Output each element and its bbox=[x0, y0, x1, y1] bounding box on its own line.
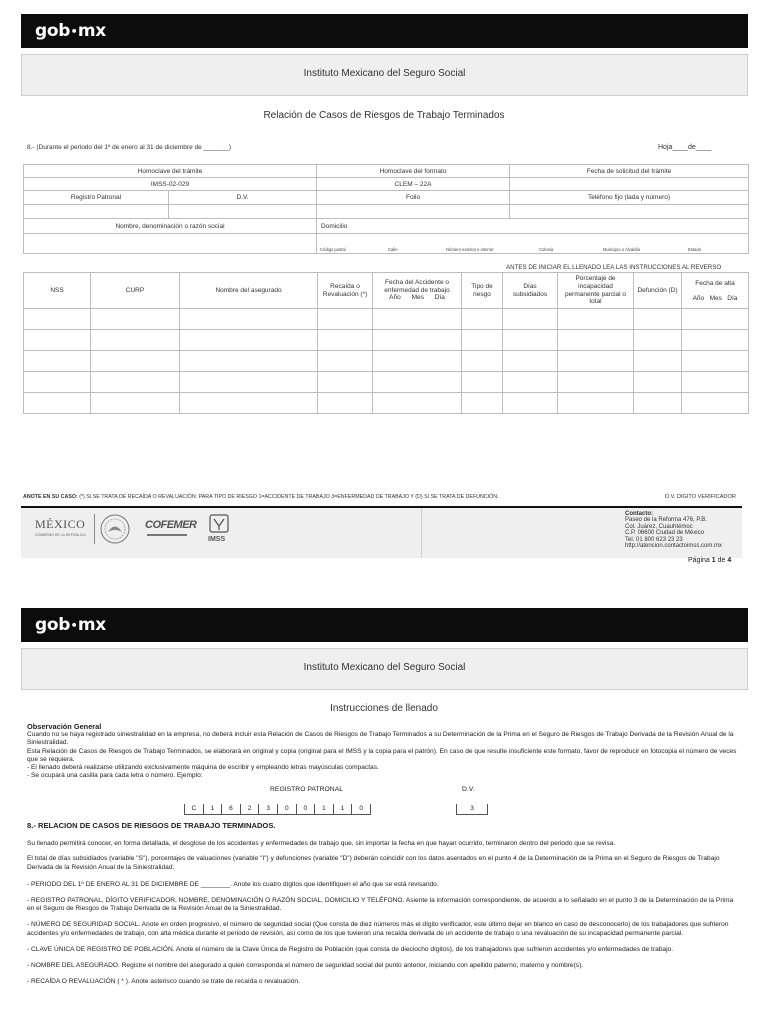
gob-mx-logo[interactable]: gob•mx bbox=[35, 615, 106, 635]
telefono-field[interactable] bbox=[510, 205, 749, 219]
address-part: Número exterior e interior bbox=[446, 247, 494, 252]
contact-link[interactable]: http://atencion.contactoimss.com.mx bbox=[625, 543, 723, 550]
instructions-title: Instrucciones de llenado bbox=[330, 703, 438, 714]
domicilio-field[interactable] bbox=[317, 234, 749, 254]
fecha-alta-sub: Año Mes Día bbox=[692, 294, 738, 302]
form-title: Relación de Casos de Riesgos de Trabajo Terminados bbox=[263, 110, 505, 121]
example-rp-label: REGISTRO PATRONAL bbox=[270, 786, 344, 793]
rp-char-box: 3 bbox=[258, 804, 277, 815]
general-observation bbox=[27, 723, 739, 780]
col-fecha-alta bbox=[682, 273, 749, 309]
rp-char-box: 0 bbox=[351, 804, 371, 815]
contact-line: C.P. 06600 Ciudad de México bbox=[625, 530, 704, 537]
gob-mx-logo[interactable]: gob•mx bbox=[35, 21, 106, 41]
section-paragraph: - PERIODO DEL 1º DE ENERO AL 31 DE DICIEMBRE DE ________. Anote los cuatro dígitos que identifiquen el año que se está revisando. bbox=[27, 880, 439, 888]
rp-char-box: 0 bbox=[277, 804, 296, 815]
gob-header-bar bbox=[21, 608, 748, 642]
fecha-alta-label: Fecha de alta bbox=[695, 279, 735, 287]
homoclave-tramite-label: Homoclave del trámite bbox=[24, 165, 317, 178]
example-dv-boxes bbox=[456, 804, 488, 815]
header-info-table bbox=[23, 164, 749, 254]
col-recaida: Recaída o Revaluación (*) bbox=[318, 273, 373, 309]
fecha-solicitud-field[interactable] bbox=[510, 178, 749, 191]
institute-name: Instituto Mexicano del Seguro Social bbox=[303, 68, 466, 79]
contact-title: Contacto: bbox=[625, 511, 653, 517]
cofemer-underline bbox=[147, 534, 187, 536]
footnote: ANOTE EN SU CASO: (*) SI SE TRATA DE RECAÍDA O REVALUACIÓN: PARA TIPO DE RIESGO 1=ACCIDENTE DE TRABAJO 3=ENFERMEDAD DE TRABAJO Y (D) SI SE TRATA DE DEFUNCIÓN. bbox=[23, 494, 499, 500]
form-page-2 bbox=[0, 580, 768, 1024]
rp-char-box: 6 bbox=[221, 804, 240, 815]
col-fecha-accidente bbox=[373, 273, 462, 309]
table-row[interactable] bbox=[24, 330, 749, 351]
section-paragraph: - RECAÍDA O REVALUACIÓN ( * ). Anote asterisco cuando se trate de recaída o revaluación. bbox=[27, 978, 300, 986]
table-row[interactable] bbox=[24, 393, 749, 414]
address-part: Estado bbox=[688, 247, 702, 252]
address-part: Colonia bbox=[539, 247, 554, 252]
folio-field[interactable] bbox=[317, 205, 510, 219]
eagle-seal-icon bbox=[99, 513, 131, 545]
gob-header-bar bbox=[21, 14, 748, 48]
fecha-solicitud-label: Fecha de solicitud del trámite bbox=[510, 165, 749, 178]
address-part: Calle bbox=[388, 247, 398, 252]
contact-line: Tel. 01 800 623 23 23 bbox=[625, 536, 683, 543]
section-paragraph: - CLAVE ÚNICA DE REGISTRO DE POBLACIÓN. Anote el número de la Clave Única de Registro de Población (que consta de dieciocho dígitos), de los trabajadores que sufrieron accidentes y/o enfermedades de trabajo. bbox=[27, 945, 674, 953]
table-row[interactable] bbox=[24, 372, 749, 393]
homoclave-tramite-value: IMSS-02-029 bbox=[24, 178, 317, 191]
nombre-label: Nombre, denominación o razón social bbox=[24, 219, 317, 234]
cases-table bbox=[23, 272, 749, 414]
obs-title: Observación General bbox=[27, 722, 102, 731]
contact-line: Col. Juárez, Cuauhtémoc bbox=[625, 523, 693, 530]
contact-block bbox=[625, 511, 722, 549]
registro-patronal-field[interactable] bbox=[24, 205, 169, 219]
col-dias: Días subsidiados bbox=[503, 273, 558, 309]
col-nss: NSS bbox=[24, 273, 91, 309]
institute-banner bbox=[21, 648, 748, 690]
table-row[interactable] bbox=[24, 351, 749, 372]
fecha-accidente-label: Fecha del Accidente o enfermedad de trabajo bbox=[384, 279, 450, 294]
example-dv-label: D.V. bbox=[462, 786, 475, 793]
mexico-logo-sub: GOBIERNO DE LA REPÚBLICA bbox=[35, 533, 86, 537]
cofemer-logo: COFEMER bbox=[145, 519, 197, 531]
dv-footnote: D.V. DIGITO VERIFICADOR bbox=[665, 494, 736, 500]
col-tipo: Tipo de riesgo bbox=[462, 273, 503, 309]
dv-char-box: 3 bbox=[456, 804, 488, 815]
address-part: Código postal bbox=[320, 247, 346, 252]
section-paragraph: El total de días subsidiados (variable "S"), porcentajes de valuaciones (variable "I") y defunciones (variable "D") deberán coincidir con los datos asentados en el punto 4 de la Determinación de la Prima en el Seguro de Riesgos de Trabajo Derivada de la Revisión Anual de la Siniestralidad. bbox=[27, 855, 720, 871]
folio-label: Folio bbox=[317, 191, 510, 205]
period-text: 8.- (Durante el periodo del 1º de enero al 31 de diciembre de _______) bbox=[27, 144, 232, 151]
col-nombre: Nombre del asegurado bbox=[180, 273, 318, 309]
example-rp-boxes bbox=[184, 804, 371, 815]
divider-line bbox=[94, 514, 95, 544]
section-title: 8.- RELACION DE CASOS DE RIESGOS DE TRABAJO TERMINADOS. bbox=[27, 821, 276, 830]
obs-paragraph: Cuando no se haya registrado siniestralidad en la empresa, no deberá incluir esta Relación de Casos de Riesgos de Trabajo Terminados a su Determinación de la Prima en el Seguro de Riesgos de Trabajo Derivada de la Revisión Anual de la Siniestralidad. bbox=[27, 731, 734, 747]
institute-name: Instituto Mexicano del Seguro Social bbox=[303, 662, 466, 673]
dv-label: D.V. bbox=[169, 191, 317, 205]
before-notice: ANTES DE INICIAR EL LLENADO LEA LAS INSTRUCCIONES AL REVERSO bbox=[506, 264, 722, 271]
institute-banner bbox=[21, 54, 748, 96]
rp-char-box: 0 bbox=[296, 804, 315, 815]
col-curp: CURP bbox=[91, 273, 180, 309]
nombre-field[interactable] bbox=[24, 234, 317, 254]
obs-bullet: - El llenado deberá realizarse utilizando exclusivamente máquina de escribir y empleando letras mayúsculas compactas. bbox=[27, 764, 379, 772]
telefono-label: Teléfono fijo (lada y número) bbox=[510, 191, 749, 205]
imss-emblem-icon bbox=[207, 514, 231, 534]
homoclave-formato-value: CLEM – 22A bbox=[317, 178, 510, 191]
section-paragraph: - REGISTRO PATRONAL, DÍGITO VERIFICADOR, NOMBRE, DENOMINACIÓN O RAZÓN SOCIAL, DOMICILIO Y TELÉFONO. Asiente la información correspondiente, de acuerdo a lo señalado en el punto 3 de la Determinación de la Prima en el Seguro de Riesgos de Trabajo Derivada de la Revisión Anual de la Siniestralidad. bbox=[27, 897, 734, 913]
obs-bullet: - Se ocupará una casilla para cada letra o número. Ejemplo: bbox=[27, 772, 203, 780]
domicilio-label: Domicilio bbox=[317, 219, 749, 234]
registro-patronal-label: Registro Patronal bbox=[24, 191, 169, 205]
obs-paragraph: Esta Relación de Casos de Riesgos de Trabajo Terminados, se elaborará en original y copia (original para el IMSS y la copia para el patrón). En caso de que resulte insuficiente este formato, favor de reproducir en fotocopia el número de veces que se requiera. bbox=[27, 747, 737, 763]
rp-char-box: 1 bbox=[333, 804, 352, 815]
rp-char-box: 1 bbox=[203, 804, 222, 815]
rp-char-box: C bbox=[184, 804, 203, 815]
imss-logo-text: IMSS bbox=[208, 536, 226, 543]
section-paragraph: - NÚMERO DE SEGURIDAD SOCIAL. Anote en orden progresivo, el número de seguridad social (Que consta de diez números más el dígito verificador, este último dejar en blanco en caso de desconocerlo) de los trabajadores que sufrieron accidentes y/o enfermedades de trabajo, con alta médica durante el periodo de revisión, así como de los que tuvieron una recaída derivada de un accidente de trabajo o una revaluación de su incapacidad permanente parcial. bbox=[27, 921, 729, 937]
section-8 bbox=[27, 822, 739, 986]
table-row[interactable] bbox=[24, 309, 749, 330]
dv-field[interactable] bbox=[169, 205, 317, 219]
footer-mid-divider bbox=[421, 508, 422, 558]
fecha-accidente-sub: Año Mes Día bbox=[389, 294, 445, 302]
rp-char-box: 2 bbox=[240, 804, 259, 815]
col-porcentaje: Porcentaje de incapacidad permanente parcial o total bbox=[558, 273, 634, 309]
section-paragraph: - NOMBRE DEL ASEGURADO. Registre el nombre del asegurado a quien corresponda el número de seguridad social del punto anterior, iniciando con apellido paterno, materno y nombre(s). bbox=[27, 962, 584, 970]
col-defuncion: Defunción (D) bbox=[634, 273, 682, 309]
sheet-label: Hoja____de____ bbox=[658, 144, 712, 151]
homoclave-formato-label: Homoclave del formato bbox=[317, 165, 510, 178]
pagination: Página 1 de 4 bbox=[688, 557, 732, 564]
mexico-logo: MÉXICO bbox=[35, 517, 86, 531]
section-paragraph: Su llenado permitirá conocer, en forma detallada, el desglose de los accidentes y enfermedades de trabajo que, sin importar la fecha en que hayan ocurrido, terminaron dentro del periodo que se revisa. bbox=[27, 840, 616, 848]
address-part: Municipio o Alcaldía bbox=[603, 247, 641, 252]
rp-char-box: 1 bbox=[314, 804, 333, 815]
contact-line: Paseo de la Reforma 476, P.B. bbox=[625, 517, 707, 524]
